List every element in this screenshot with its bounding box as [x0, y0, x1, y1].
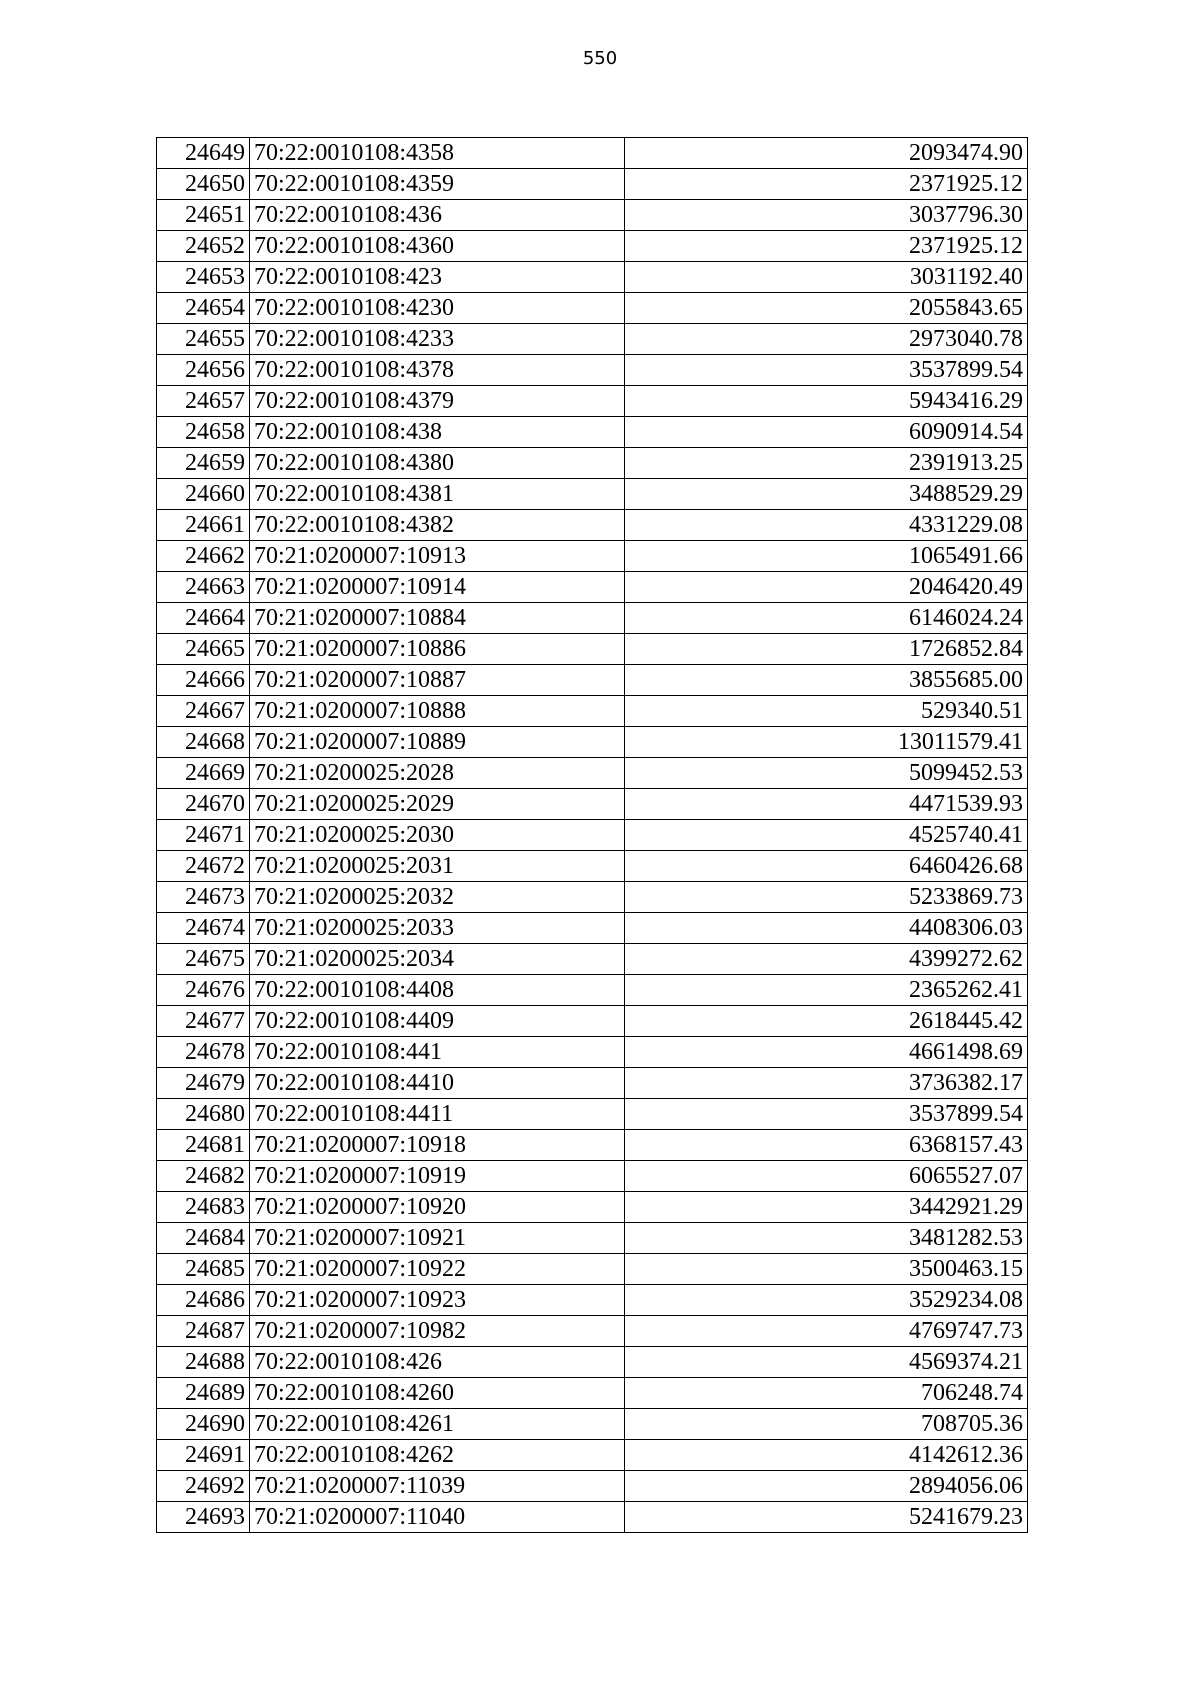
- row-number-cell: 24651: [157, 200, 250, 231]
- row-number-cell: 24654: [157, 293, 250, 324]
- value-cell: 2371925.12: [625, 169, 1028, 200]
- table-row: [157, 1099, 1028, 1130]
- table-row: [157, 727, 1028, 758]
- table-row: [157, 448, 1028, 479]
- row-number-cell: 24649: [157, 138, 250, 169]
- cadastral-value-table: [156, 137, 1028, 1533]
- cadastral-number-cell: 70:21:0200025:2031: [250, 851, 625, 882]
- row-number-cell: 24679: [157, 1068, 250, 1099]
- value-cell: 2046420.49: [625, 572, 1028, 603]
- cadastral-number-cell: 70:21:0200025:2028: [250, 758, 625, 789]
- table-row: [157, 510, 1028, 541]
- cadastral-number-cell: 70:22:0010108:423: [250, 262, 625, 293]
- table-row: [157, 851, 1028, 882]
- value-cell: 706248.74: [625, 1378, 1028, 1409]
- row-number-cell: 24670: [157, 789, 250, 820]
- cadastral-number-cell: 70:21:0200007:10886: [250, 634, 625, 665]
- cadastral-number-cell: 70:22:0010108:4360: [250, 231, 625, 262]
- row-number-cell: 24689: [157, 1378, 250, 1409]
- row-number-cell: 24669: [157, 758, 250, 789]
- value-cell: 3500463.15: [625, 1254, 1028, 1285]
- table-row: [157, 696, 1028, 727]
- table-row: [157, 758, 1028, 789]
- table-row: [157, 293, 1028, 324]
- cadastral-number-cell: 70:22:0010108:4260: [250, 1378, 625, 1409]
- row-number-cell: 24674: [157, 913, 250, 944]
- value-cell: 1726852.84: [625, 634, 1028, 665]
- cadastral-number-cell: 70:22:0010108:4379: [250, 386, 625, 417]
- table-row: [157, 1316, 1028, 1347]
- value-cell: 3736382.17: [625, 1068, 1028, 1099]
- row-number-cell: 24652: [157, 231, 250, 262]
- cadastral-number-cell: 70:21:0200007:10888: [250, 696, 625, 727]
- value-cell: 2093474.90: [625, 138, 1028, 169]
- row-number-cell: 24678: [157, 1037, 250, 1068]
- cadastral-number-cell: 70:22:0010108:436: [250, 200, 625, 231]
- table-row: [157, 324, 1028, 355]
- cadastral-number-cell: 70:21:0200007:10921: [250, 1223, 625, 1254]
- table-row: [157, 1254, 1028, 1285]
- cadastral-number-cell: 70:22:0010108:4261: [250, 1409, 625, 1440]
- row-number-cell: 24664: [157, 603, 250, 634]
- cadastral-number-cell: 70:21:0200007:10884: [250, 603, 625, 634]
- table-row: [157, 138, 1028, 169]
- value-cell: 2365262.41: [625, 975, 1028, 1006]
- table-row: [157, 1130, 1028, 1161]
- value-cell: 5099452.53: [625, 758, 1028, 789]
- row-number-cell: 24662: [157, 541, 250, 572]
- cadastral-number-cell: 70:21:0200007:10889: [250, 727, 625, 758]
- cadastral-number-cell: 70:22:0010108:438: [250, 417, 625, 448]
- value-cell: 4769747.73: [625, 1316, 1028, 1347]
- row-number-cell: 24691: [157, 1440, 250, 1471]
- value-cell: 2894056.06: [625, 1471, 1028, 1502]
- row-number-cell: 24668: [157, 727, 250, 758]
- row-number-cell: 24655: [157, 324, 250, 355]
- cadastral-number-cell: 70:22:0010108:4411: [250, 1099, 625, 1130]
- table-row: [157, 231, 1028, 262]
- table-row: [157, 1347, 1028, 1378]
- row-number-cell: 24667: [157, 696, 250, 727]
- value-cell: 6090914.54: [625, 417, 1028, 448]
- table-row: [157, 1161, 1028, 1192]
- value-cell: 3481282.53: [625, 1223, 1028, 1254]
- value-cell: 6368157.43: [625, 1130, 1028, 1161]
- value-cell: 2618445.42: [625, 1006, 1028, 1037]
- row-number-cell: 24672: [157, 851, 250, 882]
- value-cell: 5241679.23: [625, 1502, 1028, 1533]
- value-cell: 13011579.41: [625, 727, 1028, 758]
- table-row: [157, 1440, 1028, 1471]
- page-number: 550: [582, 48, 618, 69]
- cadastral-number-cell: 70:22:0010108:4358: [250, 138, 625, 169]
- table-row: [157, 789, 1028, 820]
- table-row: [157, 882, 1028, 913]
- row-number-cell: 24661: [157, 510, 250, 541]
- cadastral-number-cell: 70:21:0200025:2033: [250, 913, 625, 944]
- value-cell: 3537899.54: [625, 355, 1028, 386]
- cadastral-number-cell: 70:22:0010108:4359: [250, 169, 625, 200]
- cadastral-number-cell: 70:22:0010108:4409: [250, 1006, 625, 1037]
- cadastral-number-cell: 70:21:0200007:10887: [250, 665, 625, 696]
- table-row: [157, 1285, 1028, 1316]
- row-number-cell: 24671: [157, 820, 250, 851]
- table-row: [157, 1471, 1028, 1502]
- value-cell: 2371925.12: [625, 231, 1028, 262]
- row-number-cell: 24688: [157, 1347, 250, 1378]
- cadastral-number-cell: 70:22:0010108:4262: [250, 1440, 625, 1471]
- cadastral-number-cell: 70:21:0200007:10923: [250, 1285, 625, 1316]
- row-number-cell: 24663: [157, 572, 250, 603]
- row-number-cell: 24682: [157, 1161, 250, 1192]
- table-row: [157, 572, 1028, 603]
- value-cell: 3442921.29: [625, 1192, 1028, 1223]
- value-cell: 2391913.25: [625, 448, 1028, 479]
- row-number-cell: 24676: [157, 975, 250, 1006]
- cadastral-number-cell: 70:22:0010108:4233: [250, 324, 625, 355]
- value-cell: 3537899.54: [625, 1099, 1028, 1130]
- row-number-cell: 24685: [157, 1254, 250, 1285]
- value-cell: 3488529.29: [625, 479, 1028, 510]
- value-cell: 6460426.68: [625, 851, 1028, 882]
- table-row: [157, 386, 1028, 417]
- value-cell: 1065491.66: [625, 541, 1028, 572]
- value-cell: 4569374.21: [625, 1347, 1028, 1378]
- table-row: [157, 1068, 1028, 1099]
- cadastral-number-cell: 70:21:0200007:10922: [250, 1254, 625, 1285]
- cadastral-number-cell: 70:21:0200007:10982: [250, 1316, 625, 1347]
- table-row: [157, 913, 1028, 944]
- value-cell: 4399272.62: [625, 944, 1028, 975]
- value-cell: 529340.51: [625, 696, 1028, 727]
- cadastral-number-cell: 70:22:0010108:4410: [250, 1068, 625, 1099]
- cadastral-number-cell: 70:22:0010108:441: [250, 1037, 625, 1068]
- cadastral-number-cell: 70:21:0200007:11040: [250, 1502, 625, 1533]
- row-number-cell: 24675: [157, 944, 250, 975]
- row-number-cell: 24658: [157, 417, 250, 448]
- table-row: [157, 1192, 1028, 1223]
- row-number-cell: 24659: [157, 448, 250, 479]
- value-cell: 4408306.03: [625, 913, 1028, 944]
- value-cell: 4525740.41: [625, 820, 1028, 851]
- cadastral-number-cell: 70:22:0010108:426: [250, 1347, 625, 1378]
- table-row: [157, 1006, 1028, 1037]
- table-row: [157, 479, 1028, 510]
- table-row: [157, 200, 1028, 231]
- table-row: [157, 1502, 1028, 1533]
- cadastral-number-cell: 70:21:0200025:2032: [250, 882, 625, 913]
- row-number-cell: 24692: [157, 1471, 250, 1502]
- table-row: [157, 1037, 1028, 1068]
- cadastral-number-cell: 70:21:0200025:2034: [250, 944, 625, 975]
- cadastral-number-cell: 70:22:0010108:4408: [250, 975, 625, 1006]
- cadastral-number-cell: 70:22:0010108:4380: [250, 448, 625, 479]
- cadastral-number-cell: 70:21:0200007:10918: [250, 1130, 625, 1161]
- cadastral-number-cell: 70:22:0010108:4378: [250, 355, 625, 386]
- cadastral-number-cell: 70:21:0200007:10919: [250, 1161, 625, 1192]
- cadastral-number-cell: 70:21:0200007:11039: [250, 1471, 625, 1502]
- value-cell: 5233869.73: [625, 882, 1028, 913]
- row-number-cell: 24693: [157, 1502, 250, 1533]
- value-cell: 3855685.00: [625, 665, 1028, 696]
- row-number-cell: 24690: [157, 1409, 250, 1440]
- value-cell: 4471539.93: [625, 789, 1028, 820]
- value-cell: 6146024.24: [625, 603, 1028, 634]
- cadastral-number-cell: 70:22:0010108:4230: [250, 293, 625, 324]
- row-number-cell: 24683: [157, 1192, 250, 1223]
- table-row: [157, 603, 1028, 634]
- row-number-cell: 24653: [157, 262, 250, 293]
- cadastral-number-cell: 70:22:0010108:4382: [250, 510, 625, 541]
- row-number-cell: 24657: [157, 386, 250, 417]
- row-number-cell: 24650: [157, 169, 250, 200]
- value-cell: 3031192.40: [625, 262, 1028, 293]
- cadastral-number-cell: 70:21:0200007:10920: [250, 1192, 625, 1223]
- value-cell: 4661498.69: [625, 1037, 1028, 1068]
- table-row: [157, 355, 1028, 386]
- row-number-cell: 24684: [157, 1223, 250, 1254]
- value-cell: 708705.36: [625, 1409, 1028, 1440]
- value-cell: 5943416.29: [625, 386, 1028, 417]
- row-number-cell: 24673: [157, 882, 250, 913]
- table-body: [157, 138, 1028, 1533]
- value-cell: 2055843.65: [625, 293, 1028, 324]
- cadastral-number-cell: 70:22:0010108:4381: [250, 479, 625, 510]
- value-cell: 2973040.78: [625, 324, 1028, 355]
- value-cell: 6065527.07: [625, 1161, 1028, 1192]
- row-number-cell: 24665: [157, 634, 250, 665]
- value-cell: 3037796.30: [625, 200, 1028, 231]
- row-number-cell: 24666: [157, 665, 250, 696]
- table-row: [157, 944, 1028, 975]
- row-number-cell: 24686: [157, 1285, 250, 1316]
- cadastral-number-cell: 70:21:0200025:2029: [250, 789, 625, 820]
- value-cell: 4331229.08: [625, 510, 1028, 541]
- table-row: [157, 541, 1028, 572]
- row-number-cell: 24680: [157, 1099, 250, 1130]
- table-row: [157, 1223, 1028, 1254]
- table-row: [157, 169, 1028, 200]
- cadastral-number-cell: 70:21:0200007:10914: [250, 572, 625, 603]
- cadastral-number-cell: 70:21:0200007:10913: [250, 541, 625, 572]
- row-number-cell: 24677: [157, 1006, 250, 1037]
- value-cell: 3529234.08: [625, 1285, 1028, 1316]
- table-row: [157, 665, 1028, 696]
- value-cell: 4142612.36: [625, 1440, 1028, 1471]
- table-row: [157, 634, 1028, 665]
- table-row: [157, 1409, 1028, 1440]
- cadastral-number-cell: 70:21:0200025:2030: [250, 820, 625, 851]
- row-number-cell: 24681: [157, 1130, 250, 1161]
- table-row: [157, 417, 1028, 448]
- table-row: [157, 262, 1028, 293]
- row-number-cell: 24687: [157, 1316, 250, 1347]
- table-row: [157, 1378, 1028, 1409]
- table-row: [157, 820, 1028, 851]
- table-row: [157, 975, 1028, 1006]
- row-number-cell: 24660: [157, 479, 250, 510]
- row-number-cell: 24656: [157, 355, 250, 386]
